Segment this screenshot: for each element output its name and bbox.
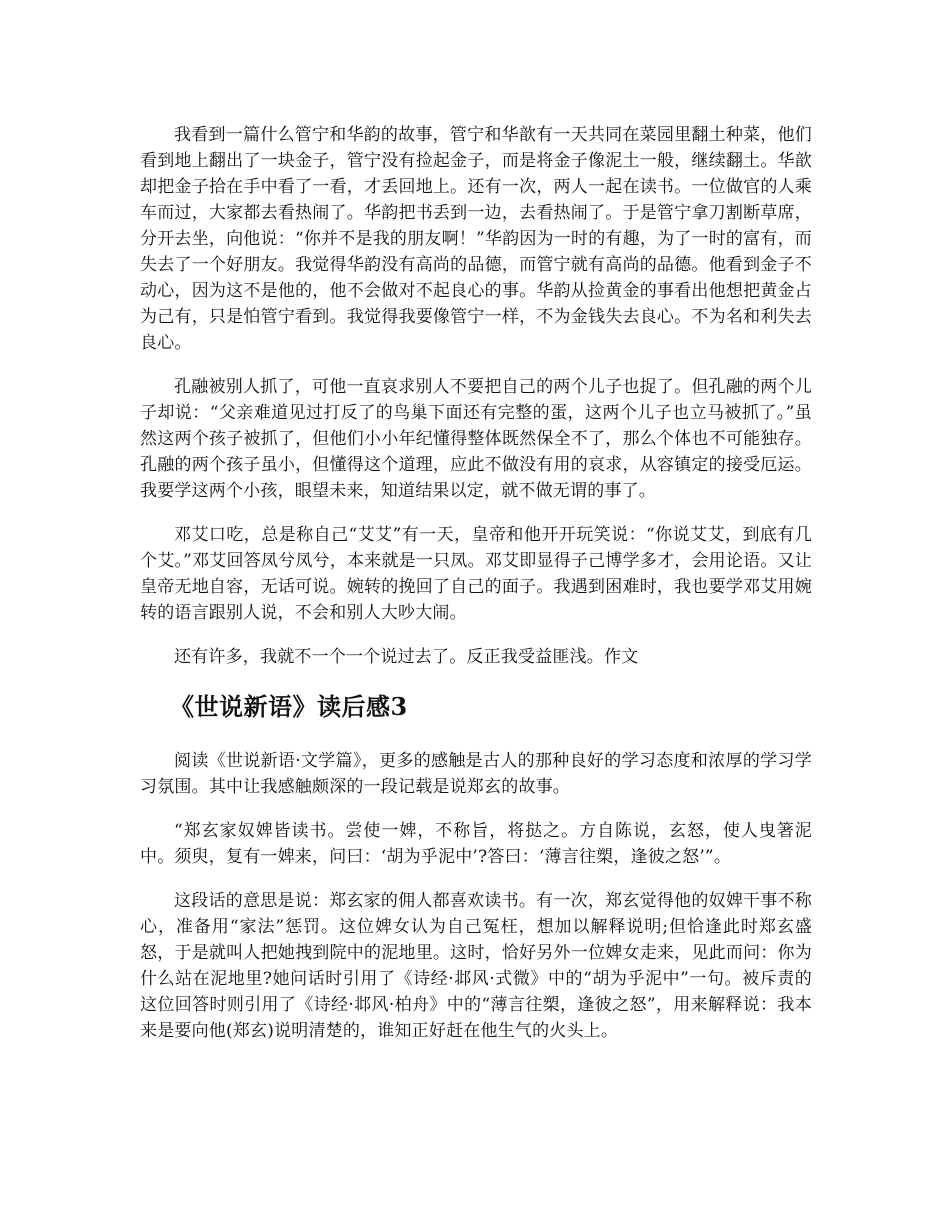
paragraph-deng-ai: 邓艾口吃，总是称自己“艾艾”有一天，皇帝和他开开玩笑说：“你说艾艾，到底有几个艾。”邓艾回答凤兮凤兮，本来就是一只凤。邓艾即显得子己博学多才，会用论语。又让皇帝无地自容，无话可说。婉转的挽回了自己的面子。我遇到困难时，我也要学邓艾用婉转的语言跟别人说，不会和别人大吵大闹。 <box>140 525 812 623</box>
paragraph-quote: “郑玄家奴婢皆读书。尝使一婢，不称旨，将挞之。方自陈说，玄怒，使人曳箸泥中。须臾，复有一婢来，问曰：‘胡为乎泥中’?答曰：‘薄言往槊，逢彼之怒’”。 <box>140 821 812 867</box>
paragraph-intro: 阅读《世说新语·文学篇》，更多的感触是古人的那种良好的学习态度和浓厚的学习学习氛围。其中让我感触颇深的一段记载是说郑玄的故事。 <box>140 751 812 797</box>
paragraph-kong-rong: 孔融被别人抓了，可他一直哀求别人不要把自己的两个儿子也捉了。但孔融的两个儿子却说：“父亲难道见过打反了的鸟巢下面还有完整的蛋，这两个儿子也立马被抓了。”虽然这两个孩子被抓了，但他们小小年纪懂得整体既然保全不了，那么个体也不可能独存。孔融的两个孩子虽小，但懂得这个道理，应此不做没有用的哀求，从容镇定的接受厄运。我要学这两个小孩，眼望未来，知道结果以定，就不做无谓的事了。 <box>140 377 812 501</box>
paragraph-explanation: 这段话的意思是说：郑玄家的佣人都喜欢读书。有一次，郑玄觉得他的奴婢干事不称心，准备用“家法”惩罚。这位婢女认为自己冤枉，想加以解释说明;但恰逢此时郑玄盛怒，于是就叫人把她拽到院中的泥地里。这时，恰好另外一位婢女走来，见此而问：你为什么站在泥地里?她问话时引用了《诗经·邶风·式微》中的“胡为乎泥中”一句。被斥责的这位回答时则引用了《诗经·邶风·柏舟》中的“薄言往槊，逢彼之怒”，用来解释说：我本来是要向他(郑玄)说明清楚的，谁知正好赶在他生气的火头上。 <box>140 891 812 1041</box>
paragraph-conclusion: 还有许多，我就不一个一个说过去了。反正我受益匪浅。作文 <box>174 647 639 667</box>
paragraph-guan-ning: 我看到一篇什么管宁和华韵的故事，管宁和华歆有一天共同在菜园里翻土种菜，他们看到地上翻出了一块金子，管宁没有捡起金子，而是将金子像泥土一般，继续翻土。华歆却把金子拾在手中看了一看，才丢回地上。还有一次，两人一起在读书。一位做官的人乘车而过，大家都去看热闹了。华韵把书丢到一边，去看热闹了。于是管宁拿刀割断草席，分开去坐，向他说：“你并不是我的朋友啊！”华韵因为一时的有趣，为了一时的富有，而失去了一个好朋友。我觉得华韵没有高尚的品德，而管宁就有高尚的品德。他看到金子不动心，因为这不是他的，他不会做对不起良心的事。华韵从捡黄金的事看出他想把黄金占为己有，只是怕管宁看到。我觉得我要像管宁一样，不为金钱失去良心。不为名和利失去良心。 <box>140 125 812 353</box>
section-heading: 《世说新语》读后感3 <box>170 692 408 721</box>
document-body <box>140 122 812 1062</box>
